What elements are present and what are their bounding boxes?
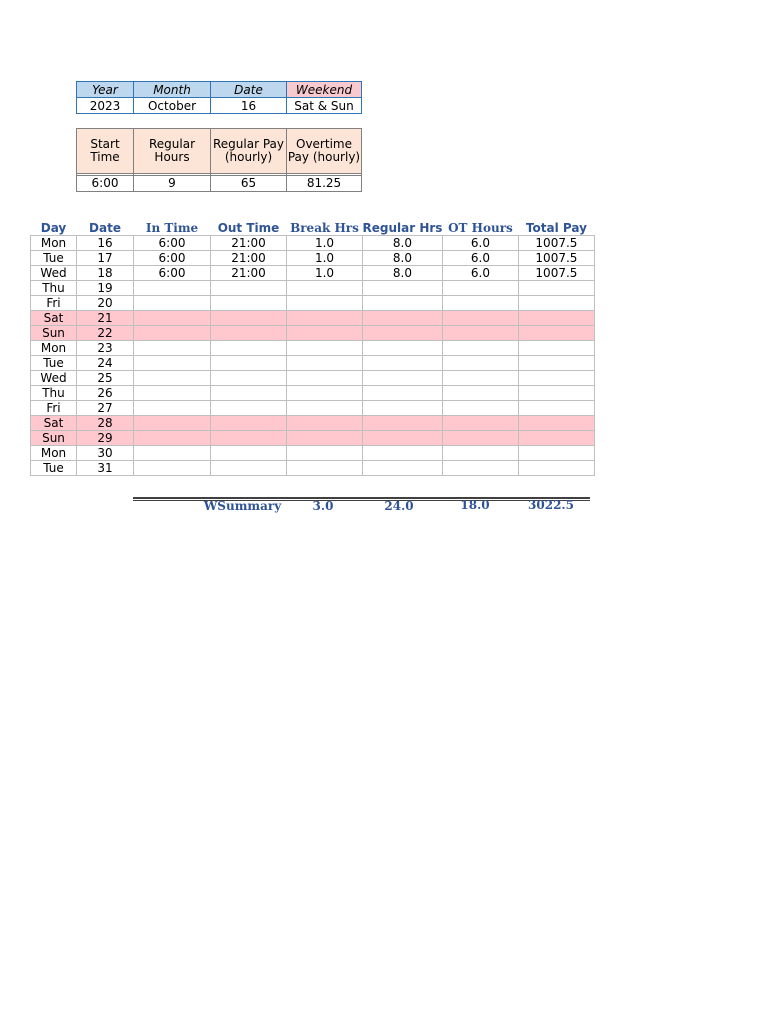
regular-hrs-cell bbox=[363, 281, 443, 296]
month-cell[interactable]: October bbox=[134, 98, 211, 114]
break-hrs-column-header: Break Hrs bbox=[290, 220, 359, 235]
in-time-cell[interactable] bbox=[134, 356, 211, 371]
date-cell: 16 bbox=[77, 236, 134, 251]
total-pay-cell bbox=[518, 461, 594, 476]
day-cell: Sat bbox=[31, 416, 77, 431]
day-cell: Wed bbox=[31, 371, 77, 386]
out-time-cell[interactable] bbox=[211, 431, 287, 446]
table-row bbox=[31, 446, 595, 461]
regular-hrs-cell bbox=[363, 296, 443, 311]
ot-hours-cell: 6.0 bbox=[442, 236, 518, 251]
total-pay-cell bbox=[518, 326, 594, 341]
out-time-cell[interactable] bbox=[211, 281, 287, 296]
day-cell: Sun bbox=[31, 431, 77, 446]
break-hrs-cell[interactable] bbox=[287, 416, 363, 431]
overtime-pay-header: Overtime Pay (hourly) bbox=[287, 129, 362, 174]
table-row bbox=[31, 251, 595, 266]
ot-hours-cell bbox=[442, 401, 518, 416]
in-time-cell[interactable] bbox=[134, 416, 211, 431]
total-pay-cell bbox=[518, 386, 594, 401]
out-time-cell[interactable] bbox=[211, 371, 287, 386]
summary-break-hrs: 3.0 bbox=[312, 499, 334, 513]
date-cell: 27 bbox=[77, 401, 134, 416]
ot-hours-cell: 6.0 bbox=[442, 251, 518, 266]
regular-hours-header: Regular Hours bbox=[134, 129, 211, 174]
total-pay-cell bbox=[518, 401, 594, 416]
date-column-header: Date bbox=[89, 220, 121, 235]
total-pay-cell: 1007.5 bbox=[518, 251, 594, 266]
out-time-cell[interactable] bbox=[211, 311, 287, 326]
in-time-cell[interactable] bbox=[134, 326, 211, 341]
total-pay-cell bbox=[518, 356, 594, 371]
day-cell: Mon bbox=[31, 236, 77, 251]
date-cell: 22 bbox=[77, 326, 134, 341]
in-time-cell[interactable]: 6:00 bbox=[134, 236, 211, 251]
timesheet-table bbox=[30, 220, 595, 476]
ot-hours-cell: 6.0 bbox=[442, 266, 518, 281]
date-cell: 20 bbox=[77, 296, 134, 311]
total-pay-cell bbox=[518, 281, 594, 296]
out-time-cell[interactable]: 21:00 bbox=[211, 266, 287, 281]
day-cell: Tue bbox=[31, 461, 77, 476]
out-time-cell[interactable] bbox=[211, 386, 287, 401]
ot-hours-cell bbox=[442, 356, 518, 371]
date-cell: 25 bbox=[77, 371, 134, 386]
regular-pay-cell[interactable]: 65 bbox=[211, 176, 287, 192]
table-row bbox=[31, 266, 595, 281]
out-time-cell[interactable] bbox=[211, 401, 287, 416]
regular-hrs-cell bbox=[363, 326, 443, 341]
regular-hrs-cell bbox=[363, 461, 443, 476]
weekend-row bbox=[31, 311, 595, 326]
break-hrs-cell[interactable]: 1.0 bbox=[287, 251, 363, 266]
regular-hrs-cell: 8.0 bbox=[363, 251, 443, 266]
in-time-cell[interactable]: 6:00 bbox=[134, 266, 211, 281]
table-row bbox=[31, 461, 595, 476]
overtime-pay-cell[interactable]: 81.25 bbox=[287, 176, 362, 192]
break-hrs-cell[interactable] bbox=[287, 386, 363, 401]
regular-hrs-column-header: Regular Hrs bbox=[362, 220, 443, 235]
regular-hrs-cell bbox=[363, 341, 443, 356]
day-cell: Thu bbox=[31, 281, 77, 296]
date-cell: 29 bbox=[77, 431, 134, 446]
weekend-row bbox=[31, 416, 595, 431]
in-time-cell[interactable] bbox=[134, 461, 211, 476]
weekend-header: Weekend bbox=[287, 82, 362, 98]
ot-hours-cell bbox=[442, 431, 518, 446]
month-header: Month bbox=[134, 82, 211, 98]
day-cell: Mon bbox=[31, 341, 77, 356]
regular-hrs-cell bbox=[363, 446, 443, 461]
out-time-cell[interactable] bbox=[211, 416, 287, 431]
regular-pay-header: Regular Pay (hourly) bbox=[211, 129, 287, 174]
start-time-header: Start Time bbox=[77, 129, 134, 174]
year-header: Year bbox=[77, 82, 134, 98]
day-cell: Wed bbox=[31, 266, 77, 281]
day-cell: Fri bbox=[31, 401, 77, 416]
regular-hrs-cell bbox=[363, 401, 443, 416]
weekend-row bbox=[31, 431, 595, 446]
regular-hrs-cell bbox=[363, 311, 443, 326]
weekend-cell[interactable]: Sat & Sun bbox=[287, 98, 362, 114]
date-cell: 17 bbox=[77, 251, 134, 266]
date-cell: 21 bbox=[77, 311, 134, 326]
total-pay-cell: 1007.5 bbox=[518, 266, 594, 281]
table-row bbox=[31, 386, 595, 401]
total-pay-cell bbox=[518, 311, 594, 326]
in-time-cell[interactable] bbox=[134, 446, 211, 461]
out-time-cell[interactable]: 21:00 bbox=[211, 236, 287, 251]
break-hrs-cell[interactable] bbox=[287, 431, 363, 446]
total-pay-cell bbox=[518, 341, 594, 356]
out-time-cell[interactable] bbox=[211, 326, 287, 341]
date-cell[interactable]: 16 bbox=[211, 98, 287, 114]
ot-hours-cell bbox=[442, 371, 518, 386]
in-time-cell[interactable] bbox=[134, 341, 211, 356]
ot-hours-cell bbox=[442, 341, 518, 356]
out-time-column-header: Out Time bbox=[217, 220, 280, 235]
break-hrs-cell[interactable]: 1.0 bbox=[287, 236, 363, 251]
table-row bbox=[31, 341, 595, 356]
break-hrs-cell[interactable] bbox=[287, 326, 363, 341]
parameters-table bbox=[76, 81, 362, 114]
day-cell: Thu bbox=[31, 386, 77, 401]
total-pay-cell bbox=[518, 416, 594, 431]
ot-hours-column-header: OT Hours bbox=[448, 220, 513, 235]
date-cell: 23 bbox=[77, 341, 134, 356]
total-pay-cell bbox=[518, 296, 594, 311]
regular-hrs-cell bbox=[363, 356, 443, 371]
total-pay-cell bbox=[518, 431, 594, 446]
break-hrs-cell[interactable] bbox=[287, 401, 363, 416]
regular-hrs-cell bbox=[363, 386, 443, 401]
date-cell: 24 bbox=[77, 356, 134, 371]
year-cell[interactable]: 2023 bbox=[77, 98, 134, 114]
table-row bbox=[31, 296, 595, 311]
day-cell: Mon bbox=[31, 446, 77, 461]
total-pay-cell: 1007.5 bbox=[518, 236, 594, 251]
summary-regular-hrs: 24.0 bbox=[384, 499, 414, 513]
break-hrs-cell[interactable] bbox=[287, 356, 363, 371]
break-hrs-cell[interactable] bbox=[287, 281, 363, 296]
in-time-column-header: In Time bbox=[145, 220, 199, 235]
summary-ot-hours: 18.0 bbox=[460, 498, 490, 512]
table-row bbox=[31, 236, 595, 251]
day-cell: Tue bbox=[31, 251, 77, 266]
date-cell: 30 bbox=[77, 446, 134, 461]
ot-hours-cell bbox=[442, 281, 518, 296]
start-time-cell[interactable]: 6:00 bbox=[77, 176, 134, 192]
total-pay-cell bbox=[518, 446, 594, 461]
pay-parameters-table bbox=[76, 128, 362, 192]
date-cell: 26 bbox=[77, 386, 134, 401]
regular-hours-cell[interactable]: 9 bbox=[134, 176, 211, 192]
break-hrs-cell[interactable]: 1.0 bbox=[287, 266, 363, 281]
break-hrs-cell[interactable] bbox=[287, 341, 363, 356]
day-cell: Sun bbox=[31, 326, 77, 341]
regular-hrs-cell bbox=[363, 416, 443, 431]
regular-hrs-cell: 8.0 bbox=[363, 236, 443, 251]
day-cell: Sat bbox=[31, 311, 77, 326]
break-hrs-cell[interactable] bbox=[287, 371, 363, 386]
ot-hours-cell bbox=[442, 296, 518, 311]
out-time-cell[interactable]: 21:00 bbox=[211, 251, 287, 266]
total-pay-cell bbox=[518, 371, 594, 386]
in-time-cell[interactable] bbox=[134, 296, 211, 311]
in-time-cell[interactable] bbox=[134, 281, 211, 296]
date-cell: 19 bbox=[77, 281, 134, 296]
ot-hours-cell bbox=[442, 386, 518, 401]
table-row bbox=[31, 371, 595, 386]
break-hrs-cell[interactable] bbox=[287, 296, 363, 311]
ot-hours-cell bbox=[442, 326, 518, 341]
table-row bbox=[31, 356, 595, 371]
in-time-cell[interactable] bbox=[134, 311, 211, 326]
ot-hours-cell bbox=[442, 461, 518, 476]
ot-hours-cell bbox=[442, 311, 518, 326]
table-row bbox=[31, 401, 595, 416]
in-time-cell[interactable] bbox=[134, 386, 211, 401]
day-column-header: Day bbox=[40, 220, 67, 235]
summary-total-pay: 3022.5 bbox=[528, 498, 574, 512]
date-cell: 28 bbox=[77, 416, 134, 431]
regular-hrs-cell: 8.0 bbox=[363, 266, 443, 281]
date-cell: 31 bbox=[77, 461, 134, 476]
ot-hours-cell bbox=[442, 416, 518, 431]
break-hrs-cell[interactable] bbox=[287, 311, 363, 326]
ot-hours-cell bbox=[442, 446, 518, 461]
day-cell: Fri bbox=[31, 296, 77, 311]
total-pay-column-header: Total Pay bbox=[525, 220, 587, 235]
out-time-cell[interactable] bbox=[211, 296, 287, 311]
break-hrs-cell[interactable] bbox=[287, 446, 363, 461]
out-time-cell[interactable] bbox=[211, 356, 287, 371]
table-row bbox=[31, 281, 595, 296]
date-cell: 18 bbox=[77, 266, 134, 281]
in-time-cell[interactable]: 6:00 bbox=[134, 251, 211, 266]
day-cell: Tue bbox=[31, 356, 77, 371]
out-time-cell[interactable] bbox=[211, 461, 287, 476]
weekend-row bbox=[31, 326, 595, 341]
regular-hrs-cell bbox=[363, 431, 443, 446]
in-time-cell[interactable] bbox=[134, 401, 211, 416]
out-time-cell[interactable] bbox=[211, 446, 287, 461]
date-header: Date bbox=[211, 82, 287, 98]
in-time-cell[interactable] bbox=[134, 431, 211, 446]
regular-hrs-cell bbox=[363, 371, 443, 386]
in-time-cell[interactable] bbox=[134, 371, 211, 386]
out-time-cell[interactable] bbox=[211, 341, 287, 356]
break-hrs-cell[interactable] bbox=[287, 461, 363, 476]
summary-label: WSummary bbox=[203, 499, 282, 513]
